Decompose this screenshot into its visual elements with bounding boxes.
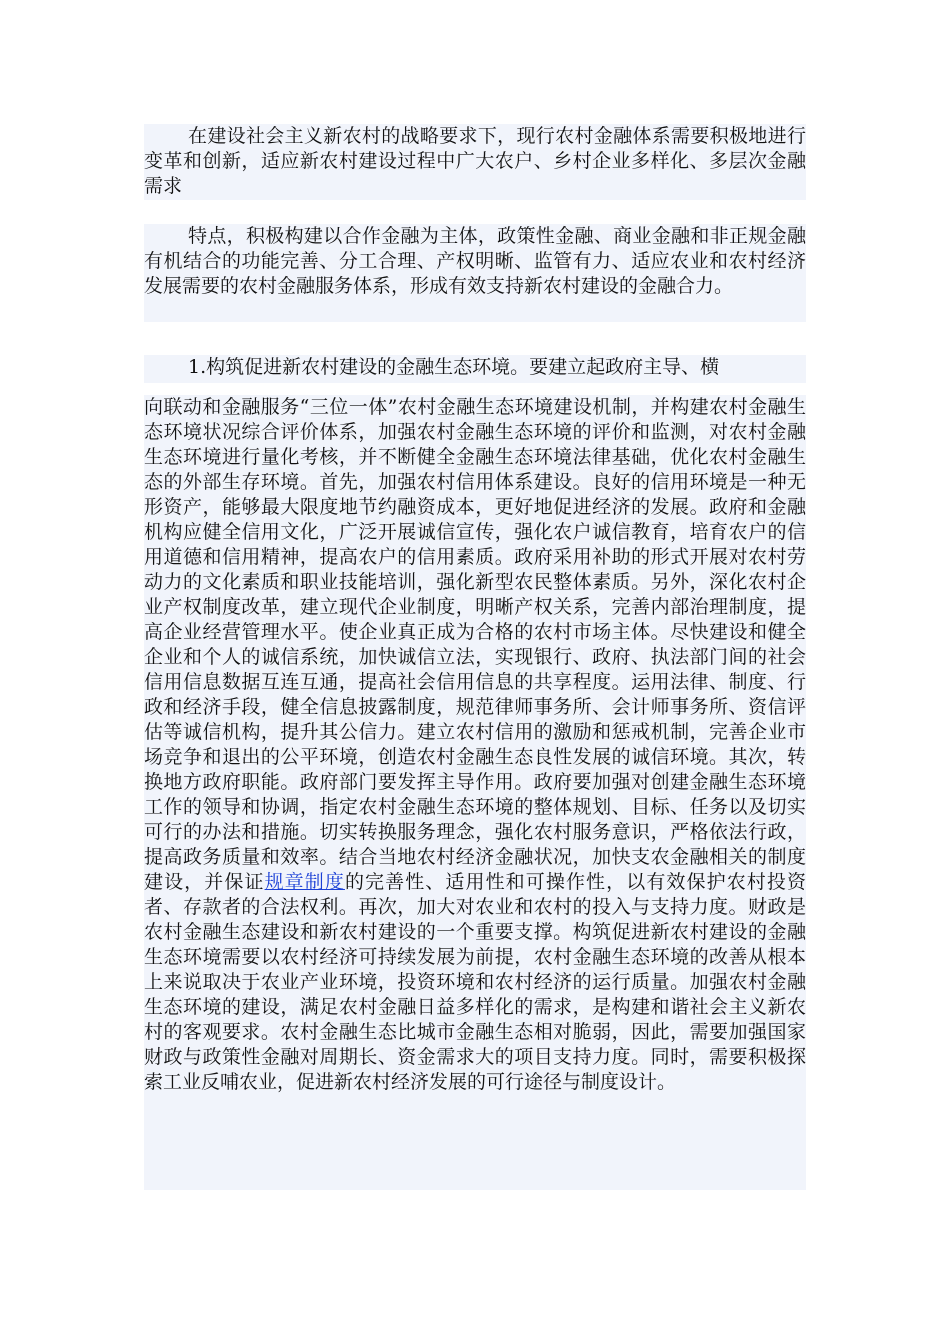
paragraph-characteristics: 特点，积极构建以合作金融为主体，政策性金融、商业金融和非正规金融有机结合的功能完善、分工合理、产权明晰、监管有力、适应农业和农村经济发展需要的农村金融服务体系，形成有效支持新农村建设的金融合力。 — [144, 224, 806, 322]
paragraph-intro: 在建设社会主义新农村的战略要求下，现行农村金融体系需要积极地进行变革和创新，适应新农村建设过程中广大农户、乡村企业多样化、多层次金融需求 — [144, 124, 806, 200]
regulations-link[interactable]: 规章制度 — [264, 871, 345, 893]
paragraph-section-1-body — [144, 395, 806, 1190]
body-text-before-link: 向联动和金融服务“三位一体”农村金融生态环境建设机制，并构建农村金融生态环境状况综合评价体系，加强农村金融生态环境的评价和监测，对农村金融生态环境进行量化考核，并不断健全金融生态环境法律基础，优化农村金融生态的外部生存环境。首先，加强农村信用体系建设。良好的信用环境是一种无形资产，能够最大限度地节约融资成本，更好地促进经济的发展。政府和金融机构应健全信用文化，广泛开展诚信宣传，强化农户诚信教育，培育农户的信用道德和信用精神，提高农户的信用素质。政府采用补助的形式开展对农村劳动力的文化素质和职业技能培训，强化新型农民整体素质。另外，深化农村企业产权制度改革，建立现代企业制度，明晰产权关系，完善内部治理制度，提高企业经营管理水平。使企业真正成为合格的农村市场主体。尽快建设和健全企业和个人的诚信系统，加快诚信立法，实现银行、政府、执法部门间的社会信用信息数据互连互通，提高社会信用信息的共享程度。运用法律、制度、行政和经济手段，健全信息披露制度，规范律师事务所、会计师事务所、资信评估等诚信机构，提升其公信力。建立农村信用的激励和惩戒机制，完善企业市场竞争和退出的公平环境，创造农村金融生态良性发展的诚信环境。其次，转换地方政府职能。政府部门要发挥主导作用。政府要加强对创建金融生态环境工作的领导和协调，指定农村金融生态环境的整体规划、目标、任务以及切实可行的办法和措施。切实转换服务理念，强化农村服务意识，严格依法行政，提高政务质量和效率。结合当地农村经济金融状况，加快支农金融相关的制度建设，并保证 — [144, 396, 806, 893]
body-text-after-link: 的完善性、适用性和可操作性，以有效保护农村投资者、存款者的合法权利。再次，加大对农业和农村的投入与支持力度。财政是农村金融生态建设和新农村建设的一个重要支撑。构筑促进新农村建设的金融生态环境需要以农村经济可持续发展为前提，农村金融生态环境的改善从根本上来说取决于农业产业环境，投资环境和农村经济的运行质量。加强农村金融生态环境的建设，满足农村金融日益多样化的需求，是构建和谐社会主义新农村的客观要求。农村金融生态比城市金融生态相对脆弱，因此，需要加强国家财政与政策性金融对周期长、资金需求大的项目支持力度。同时，需要积极探索工业反哺农业，促进新农村经济发展的可行途径与制度设计。 — [144, 871, 806, 1093]
section-heading-1: 1.构筑促进新农村建设的金融生态环境。要建立起政府主导、横 — [144, 355, 806, 383]
